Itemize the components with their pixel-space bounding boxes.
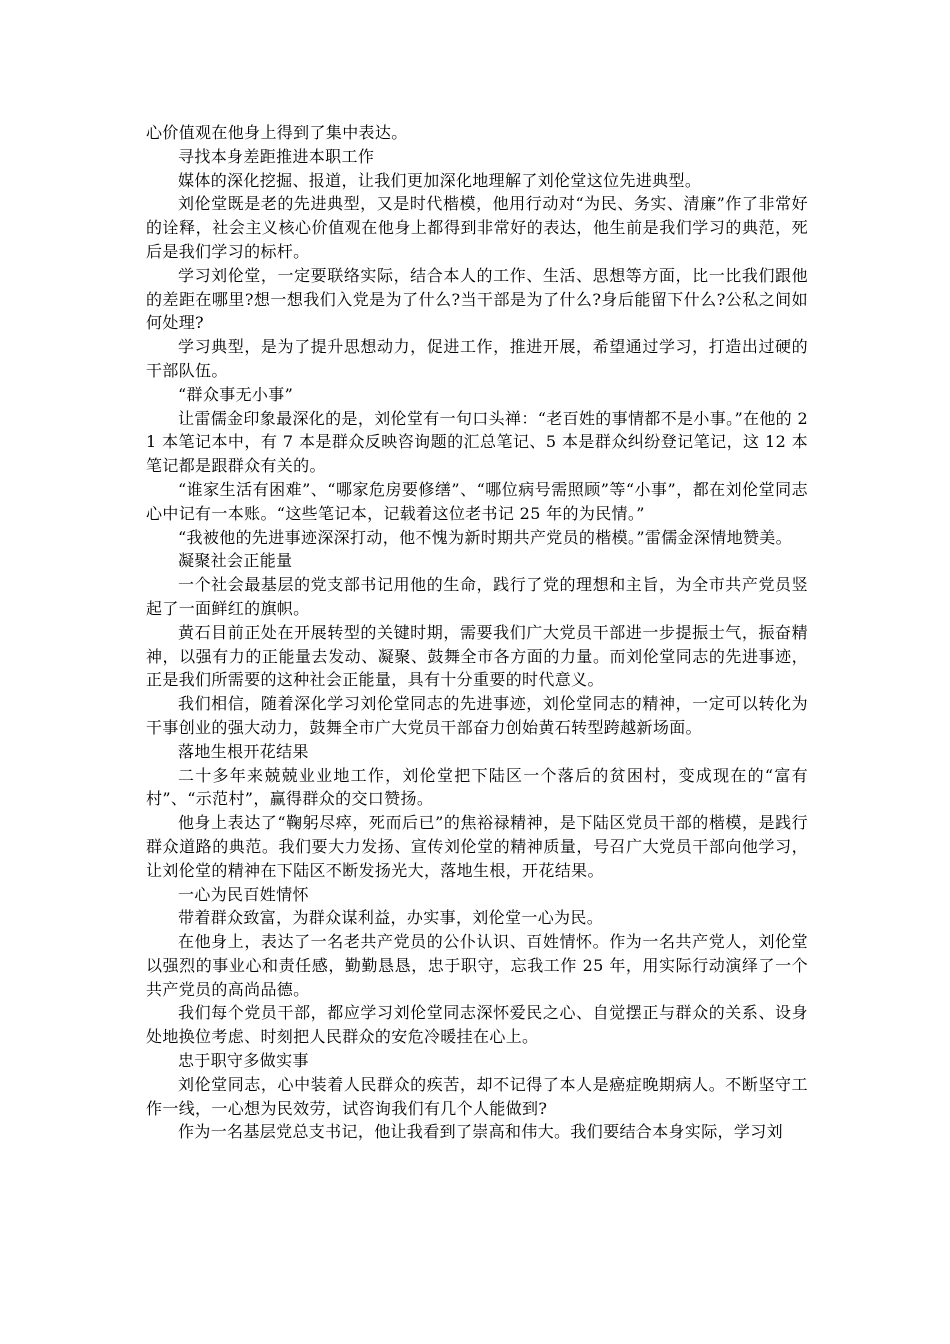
- body-paragraph: 媒体的深化挖掘、报道，让我们更加深化地理解了刘伦堂这位先进典型。: [178, 170, 702, 190]
- body-paragraph: 我们相信，随着深化学习刘伦堂同志的先进事迹，刘伦堂同志的精神，一定可以转化为干事创业的强大动力，鼓舞全市广大党员干部奋力创始黄石转型跨越新场面。: [146, 694, 808, 737]
- body-paragraph: 黄石目前正处在开展转型的关键时期，需要我们广大党员干部进一步提振士气，振奋精神，以强有力的正能量去发动、凝聚、鼓舞全市各方面的力量。而刘伦堂同志的先进事迹，正是我们所需要的这种社会正能量，具有十分重要的时代意义。: [146, 622, 808, 690]
- section-heading-find-gap: 寻找本身差距推进本职工作: [178, 146, 375, 166]
- document-body: [146, 121, 808, 1144]
- body-paragraph-truncated: 作为一名基层党总支书记，他让我看到了崇高和伟大。我们要结合本身实际，学习刘: [178, 1122, 783, 1142]
- body-paragraph: 学习刘伦堂，一定要联络实际，结合本人的工作、生活、思想等方面，比一比我们跟他的差距在哪里?想一想我们入党是为了什么?当干部是为了什么?身后能留下什么?公私之间如何处理?: [146, 265, 808, 333]
- section-heading-masses-matters: “群众事无小事”: [178, 384, 294, 404]
- body-paragraph: 在他身上，表达了一名老共产党员的公仆认识、百姓情怀。作为一名共产党人，刘伦堂以强烈的事业心和责任感，勤勤恳恳，忠于职守，忘我工作 25 年，用实际行动演绎了一个共产党员的高尚品德。: [146, 932, 808, 999]
- body-paragraph: 刘伦堂同志，心中装着人民群众的疾苦，却不记得了本人是癌症晚期病人。不断坚守工作一线，一心想为民效劳，试咨询我们有几个人能做到?: [146, 1074, 808, 1118]
- body-paragraph: 我们每个党员干部，都应学习刘伦堂同志深怀爱民之心、自觉摆正与群众的关系、设身处地换位考虑、时刻把人民群众的安危冷暖挂在心上。: [146, 1003, 808, 1047]
- section-heading-devoted-duty: 忠于职守多做实事: [178, 1051, 309, 1071]
- section-heading-serve-people: 一心为民百姓情怀: [178, 884, 309, 904]
- body-paragraph: 二十多年来兢兢业业地工作，刘伦堂把下陆区一个落后的贫困村，变成现在的“富有村”、“示范村”，赢得群众的交口赞扬。: [146, 765, 808, 809]
- section-heading-take-root: 落地生根开花结果: [178, 741, 309, 761]
- body-paragraph: 刘伦堂既是老的先进典型，又是时代楷模，他用行动对“为民、务实、清廉”作了非常好的诠释，社会主义核心价值观在他身上都得到非常好的表达，他生前是我们学习的典范，死后是我们学习的标杆。: [146, 194, 808, 261]
- body-paragraph-continuation: 心价值观在他身上得到了集中表达。: [146, 123, 408, 142]
- body-paragraph: 他身上表达了“鞠躬尽瘁，死而后已”的焦裕禄精神，是下陆区党员干部的楷模，是践行群众道路的典范。我们要大力发扬、宣传刘伦堂的精神质量，号召广大党员干部向他学习，让刘伦堂的精神在下陆区不断发扬光大，落地生根，开花结果。: [146, 813, 808, 880]
- body-paragraph: “谁家生活有困难”、“哪家危房要修缮”、“哪位病号需照顾”等“小事”，都在刘伦堂同志心中记有一本账。“这些笔记本，记载着这位老书记 25 年的为民情。”: [146, 479, 808, 523]
- section-heading-positive-energy: 凝聚社会正能量: [178, 551, 293, 571]
- body-paragraph: 一个社会最基层的党支部书记用他的生命，践行了党的理想和主旨，为全市共产党员竖起了一面鲜红的旗帜。: [146, 575, 808, 618]
- body-paragraph: 学习典型，是为了提升思想动力，促进工作，推进开展，希望通过学习，打造出过硬的干部队伍。: [146, 337, 808, 380]
- body-paragraph: 让雷儒金印象最深化的是，刘伦堂有一句口头禅：“老百姓的事情都不是小事。”在他的 21 本笔记本中，有 7 本是群众反映咨询题的汇总笔记、5 本是群众纠纷登记笔记，这 12 本笔记都是跟群众有关的。: [146, 408, 808, 476]
- body-paragraph: 带着群众致富，为群众谋利益，办实事，刘伦堂一心为民。: [178, 908, 604, 928]
- body-paragraph: “我被他的先进事迹深深打动，他不愧为新时期共产党员的楷模。”雷儒金深情地赞美。: [178, 527, 793, 547]
